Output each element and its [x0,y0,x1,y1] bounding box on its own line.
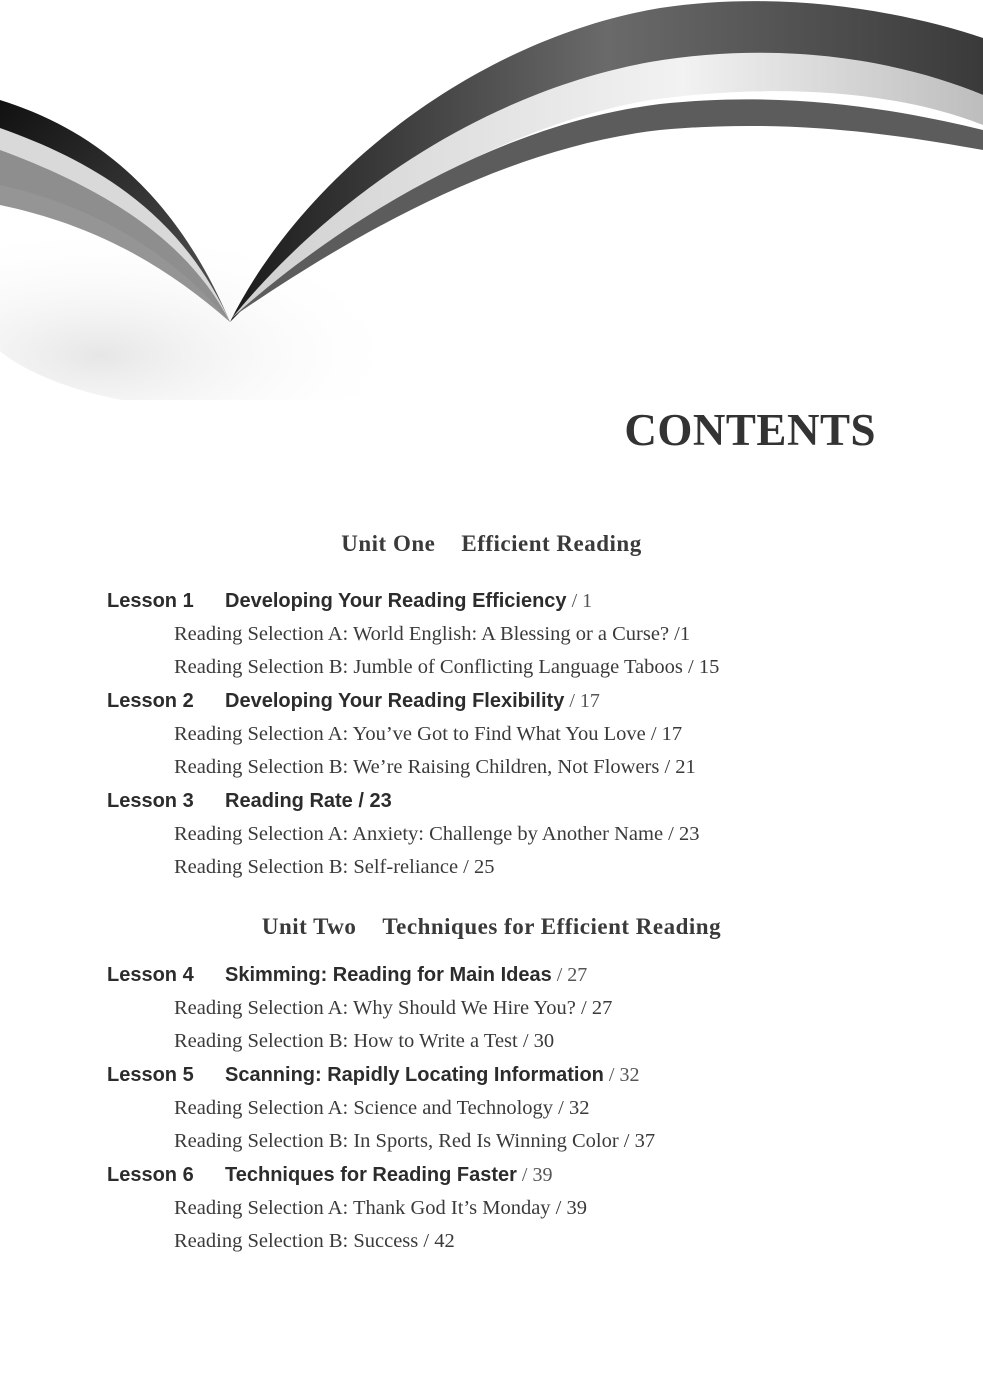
unit-title: Techniques for Efficient Reading [382,914,722,939]
toc-lesson-3[interactable] [107,786,947,818]
toc-selection[interactable]: Reading Selection A: Science and Technology / 32 [174,1097,590,1119]
lesson-number: Lesson 6 [107,1164,194,1186]
toc-selection[interactable]: Reading Selection A: Why Should We Hire You? / 27 [174,997,613,1019]
page-curl-decoration [0,0,983,400]
unit-number: Unit Two [261,914,357,939]
toc-unit-one [107,586,947,884]
toc-selection[interactable]: Reading Selection A: You’ve Got to Find What You Love / 17 [174,723,683,745]
lesson-title: Reading Rate / 23 [225,790,392,812]
lesson-title: Techniques for Reading Faster [225,1164,517,1186]
lesson-number: Lesson 2 [107,690,194,712]
toc-unit-two [107,960,947,1258]
toc-selection[interactable]: Reading Selection A: Thank God It’s Monday / 39 [174,1197,587,1219]
toc-selection[interactable]: Reading Selection A: World English: A Blessing or a Curse? /1 [174,623,691,645]
lesson-page: / 1 [566,590,593,612]
lesson-page: / 39 [516,1164,553,1186]
lesson-page: / 17 [564,690,600,712]
toc-selection[interactable]: Reading Selection B: Success / 42 [174,1230,455,1252]
lesson-title: Developing Your Reading Flexibility [225,690,565,712]
lesson-title: Skimming: Reading for Main Ideas [225,964,552,986]
lesson-number: Lesson 3 [107,790,194,812]
toc-lesson-1[interactable] [107,586,947,618]
lesson-number: Lesson 4 [107,964,194,986]
toc-selection[interactable]: Reading Selection B: Self-reliance / 25 [174,856,495,878]
toc-selection[interactable]: Reading Selection B: How to Write a Test / 30 [174,1030,555,1052]
lesson-number: Lesson 5 [107,1064,194,1086]
lesson-number: Lesson 1 [107,590,194,612]
toc-lesson-6[interactable] [107,1160,947,1192]
unit-number: Unit One [341,531,436,556]
toc-lesson-2[interactable] [107,686,947,718]
unit-heading [0,531,983,557]
lesson-page: / 32 [603,1064,640,1086]
lesson-page: / 27 [551,964,588,986]
lesson-title: Developing Your Reading Efficiency [225,590,567,612]
toc-lesson-4[interactable] [107,960,947,992]
page-title: CONTENTS [624,405,876,455]
toc-selection[interactable]: Reading Selection B: Jumble of Conflicting Language Taboos / 15 [174,656,720,678]
lesson-title: Scanning: Rapidly Locating Information [225,1064,604,1086]
toc-selection[interactable]: Reading Selection B: We’re Raising Children, Not Flowers / 21 [174,756,696,778]
toc-lesson-5[interactable] [107,1060,947,1092]
toc-selection[interactable]: Reading Selection A: Anxiety: Challenge by Another Name / 23 [174,823,700,845]
toc-selection[interactable]: Reading Selection B: In Sports, Red Is Winning Color / 37 [174,1130,656,1152]
unit-heading [0,914,983,940]
unit-title: Efficient Reading [461,531,642,556]
